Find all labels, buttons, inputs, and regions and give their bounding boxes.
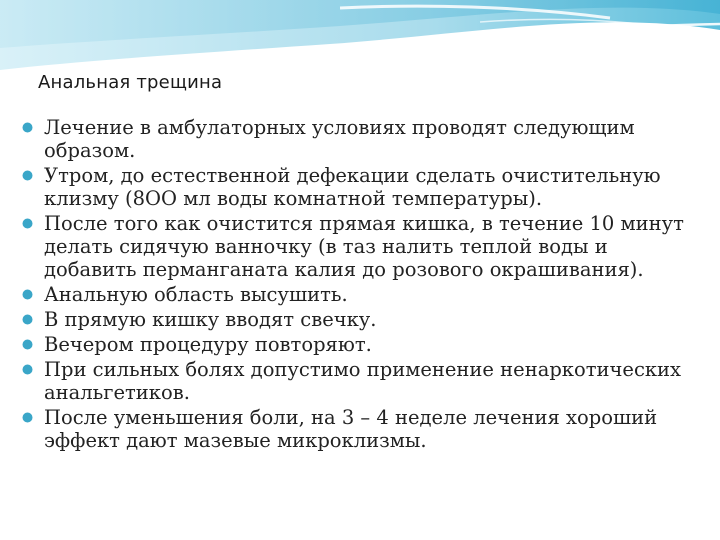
bullet-text: Лечение в амбулаторных условиях проводят следующим образом. bbox=[44, 116, 635, 162]
list-item bbox=[22, 116, 702, 162]
bullet-text: Утром, до естественной дефекации сделать очистительную клизму (8ОО мл воды комнатной температуры). bbox=[44, 164, 661, 210]
bullet-icon bbox=[22, 289, 33, 300]
list-item bbox=[22, 308, 702, 331]
bullet-icon bbox=[22, 364, 33, 375]
slide-title: Анальная трещина bbox=[38, 72, 223, 93]
bullet-text: После того как очистится прямая кишка, в течение 10 минут делать сидячую ванночку (в таз налить теплой воды и добавить перманганата калия до розового окрашивания). bbox=[44, 212, 684, 281]
list-item bbox=[22, 283, 702, 306]
bullet-icon bbox=[22, 412, 33, 423]
bullet-icon bbox=[22, 218, 33, 229]
bullet-icon bbox=[22, 170, 33, 181]
list-item bbox=[22, 212, 702, 281]
bullet-text: Анальную область высушить. bbox=[44, 283, 348, 306]
bullet-list bbox=[22, 116, 702, 454]
list-item bbox=[22, 333, 702, 356]
bullet-text: При сильных болях допустимо применение ненаркотических анальгетиков. bbox=[44, 358, 682, 404]
bullet-icon bbox=[22, 122, 33, 133]
bullet-icon bbox=[22, 339, 33, 350]
list-item bbox=[22, 358, 702, 404]
list-item bbox=[22, 406, 702, 452]
bullet-text: После уменьшения боли, на 3 – 4 неделе лечения хороший эффект дают мазевые микроклизмы. bbox=[44, 406, 658, 452]
bullet-icon bbox=[22, 314, 33, 325]
bullet-text: В прямую кишку вводят свечку. bbox=[44, 308, 377, 331]
bullet-text: Вечером процедуру повторяют. bbox=[44, 333, 372, 356]
list-item bbox=[22, 164, 702, 210]
